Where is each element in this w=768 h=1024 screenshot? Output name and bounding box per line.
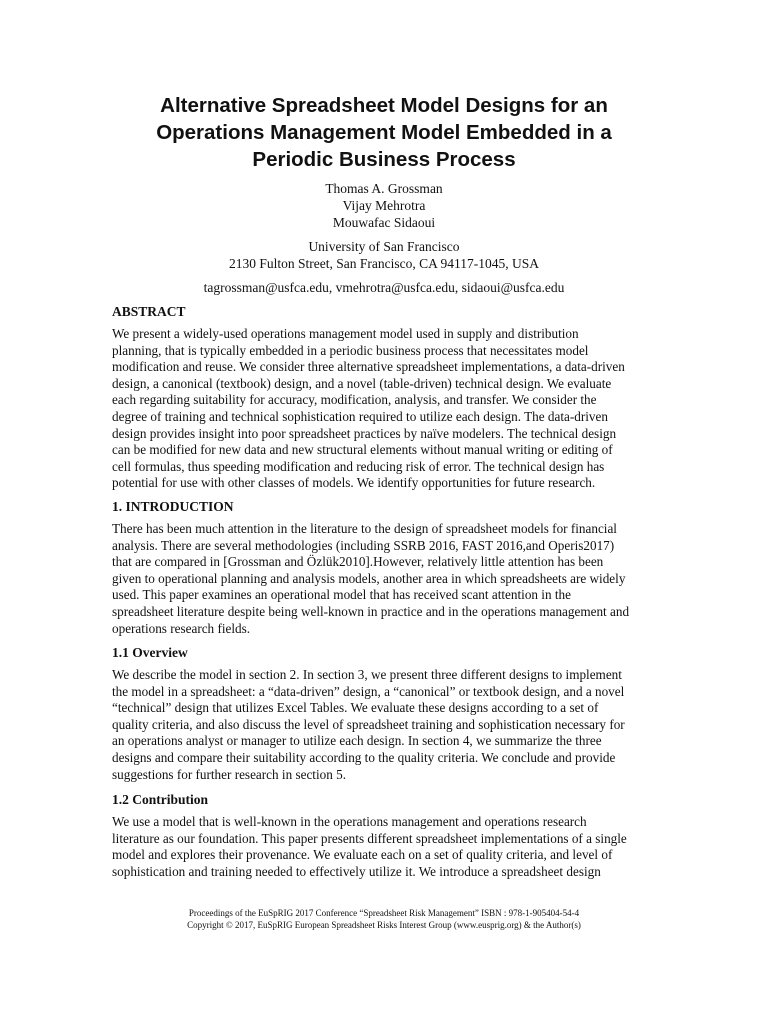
footer-proceedings: Proceedings of the EuSpRIG 2017 Conference “Spreadsheet Risk Management” ISBN : 978-1-905404-54-4	[188, 908, 580, 918]
text-line: designs and compare their suitability according to the quality criteria. We conclude and provide	[112, 749, 616, 765]
text-line: degree of training and technical sophistication required to utilize each design. The data-driven	[112, 408, 608, 424]
text-line: sophistication and training needed to effectively utilize it. We introduce a spreadsheet design	[112, 863, 601, 879]
text-line: used. This paper examines an operational model that has received scant attention in the	[112, 587, 571, 603]
text-line: spreadsheet literature despite being well-known in practice and in the operations management and	[112, 603, 630, 619]
text-line: each regarding suitability for accuracy, modification, analysis, and transfer. We consider the	[112, 392, 597, 408]
text-line: given to operational planning and analysis models, another area in which spreadsheets are widely	[112, 570, 626, 586]
text-line: operations research fields.	[112, 620, 251, 636]
author-name: Mouwafac Sidaoui	[332, 215, 436, 230]
footer-copyright: Copyright © 2017, EuSpRIG European Spreadsheet Risks Interest Group (www.eusprig.org) & the Author(s)	[187, 920, 581, 930]
text-line: potential for use with other classes of models. We identify opportunities for future research.	[112, 475, 596, 491]
text-line: There has been much attention in the literature to the design of spreadsheet models for financial	[112, 521, 617, 536]
text-line: planning, that is typically embedded in a periodic business process that necessitates model	[112, 342, 589, 358]
overview-text	[112, 667, 658, 783]
contribution-heading: 1.2 Contribution	[112, 792, 209, 807]
text-line: an operations analyst or manager to utilize each design. In section 4, we summarize the three	[112, 733, 602, 749]
author-name: Vijay Mehrotra	[342, 198, 426, 213]
text-line: literature as our foundation. This paper presents different spreadsheet implementations of a single	[112, 830, 627, 846]
text-line: We describe the model in section 2. In section 3, we present three different designs to implement	[112, 667, 622, 682]
affiliation-address: 2130 Fulton Street, San Francisco, CA 94117-1045, USA	[229, 256, 539, 271]
text-line: cell formulas, thus speeding modification and reducing risk of error. The technical design has	[112, 458, 605, 474]
introduction-text	[112, 521, 658, 637]
text-line: design provides insight into poor spreadsheet practices by naïve modelers. The technical design	[112, 425, 617, 441]
text-line: We use a model that is well-known in the operations management and operations research	[112, 814, 587, 829]
author-emails: tagrossman@usfca.edu, vmehrotra@usfca.edu, sidaoui@usfca.edu	[203, 280, 565, 295]
text-line: can be modified for new data and new structural elements without manual writing or editing of	[112, 442, 613, 458]
introduction-heading: 1. INTRODUCTION	[112, 499, 234, 514]
text-line: modification and reuse. We consider three alternative spreadsheet implementations, a data-driven	[112, 359, 625, 375]
text-line: We present a widely-used operations management model used in supply and distribution	[112, 326, 579, 341]
text-line: design, a canonical (textbook) design, and a novel (table-driven) technical design. We evaluate	[112, 375, 612, 391]
text-line: “technical” design that utilizes Excel Tables. We evaluate these designs according to a set of	[112, 700, 599, 716]
contribution-text	[112, 814, 658, 880]
text-line: model and explores their provenance. We evaluate each on a set of quality criteria, and level of	[112, 847, 613, 863]
overview-heading: 1.1 Overview	[112, 645, 188, 660]
text-line: quality criteria, and also discuss the level of spreadsheet training and sophistication necessary for	[112, 716, 625, 732]
text-line: suggestions for further research in section 5.	[112, 766, 347, 782]
abstract-text	[112, 326, 658, 492]
author-name: Thomas A. Grossman	[325, 181, 443, 196]
title-line: Operations Management Model Embedded in a	[156, 121, 612, 144]
abstract-heading: ABSTRACT	[112, 304, 186, 319]
text-line: that are compared in [Grossman and Özlük2010].However, relatively little attention has been	[112, 554, 604, 570]
affiliation-institution: University of San Francisco	[308, 239, 460, 254]
text-line: the model in a spreadsheet: a “data-driven” design, a “canonical” or textbook design, and a novel	[112, 683, 625, 699]
title-line: Alternative Spreadsheet Model Designs for an	[160, 94, 608, 117]
text-line: analysis. There are several methodologies (including SSRB 2016, FAST 2016,and Operis2017)	[112, 537, 615, 553]
title-line: Periodic Business Process	[252, 148, 516, 171]
paper-title	[60, 92, 708, 173]
